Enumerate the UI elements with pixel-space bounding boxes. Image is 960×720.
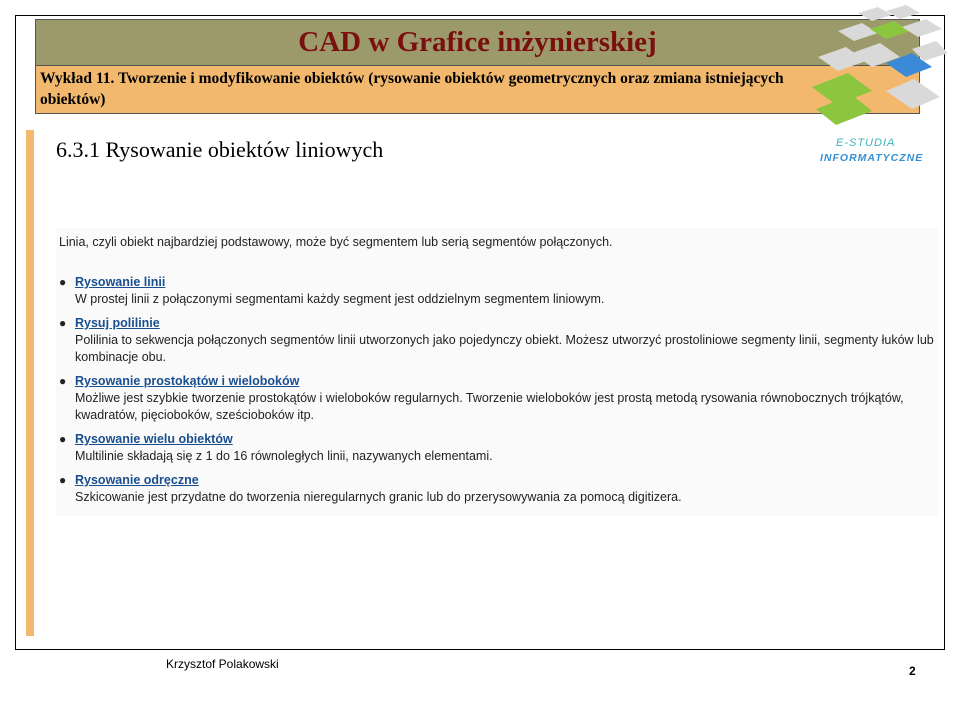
bullet-icon: ● [59, 374, 67, 388]
bullet-icon: ● [59, 432, 67, 446]
bullet-icon: ● [59, 275, 67, 289]
list-item [59, 373, 939, 424]
link-prostokaty-wieloboki[interactable]: Rysowanie prostokątów i wieloboków [75, 374, 300, 388]
item-description: Możliwe jest szybkie tworzenie prostokątów i wieloboków regularnych. Tworzenie wieloboków jest prostą metodą rysowania równobocznych trójkątów, kwadratów, pięcioboków, sześcioboków itp. [75, 391, 904, 422]
logo-text-line1: E-STUDIA [836, 137, 896, 149]
intro-text: Linia, czyli obiekt najbardziej podstawowy, może być segmentem lub serią segmentów połączonych. [59, 235, 613, 249]
page-number: 2 [909, 664, 916, 678]
link-rysowanie-linii[interactable]: Rysowanie linii [75, 275, 166, 289]
topic-list [59, 274, 939, 513]
item-description: Szkicowanie jest przydatne do tworzenia nieregularnych granic lub do przerysowywania za pomocą digitizera. [75, 490, 682, 504]
bullet-icon: ● [59, 316, 67, 330]
logo-text-line2: INFORMATYCZNE [820, 152, 924, 164]
list-item [59, 431, 939, 465]
list-item [59, 315, 939, 366]
list-item [59, 472, 939, 506]
footer-author: Krzysztof Polakowski [166, 657, 279, 671]
item-description: Multilinie składają się z 1 do 16 równoległych linii, nazywanych elementami. [75, 449, 493, 463]
item-description: Polilinia to sekwencja połączonych segmentów linii utworzonych jako pojedynczy obiekt. Możesz utworzyć prostoliniowe segmenty linii, segmenty łuków lub kombinacje obu. [75, 333, 934, 364]
left-accent-stripe [26, 130, 34, 636]
link-rysowanie-odreczne[interactable]: Rysowanie odręczne [75, 473, 199, 487]
item-description: W prostej linii z połączonymi segmentami każdy segment jest oddzielnym segmentem liniowym. [75, 292, 605, 306]
slide-title: CAD w Grafice inżynierskiej [298, 26, 657, 58]
bullet-icon: ● [59, 473, 67, 487]
list-item [59, 274, 939, 308]
link-wiele-obiektow[interactable]: Rysowanie wielu obiektów [75, 432, 233, 446]
link-rysuj-polilinie[interactable]: Rysuj polilinie [75, 316, 160, 330]
section-heading: 6.3.1 Rysowanie obiektów liniowych [56, 137, 384, 162]
lecture-subtitle: Wykład 11. Tworzenie i modyfikowanie obiektów (rysowanie obiektów geometrycznych oraz zmiana istniejących obiektów) [40, 70, 784, 108]
